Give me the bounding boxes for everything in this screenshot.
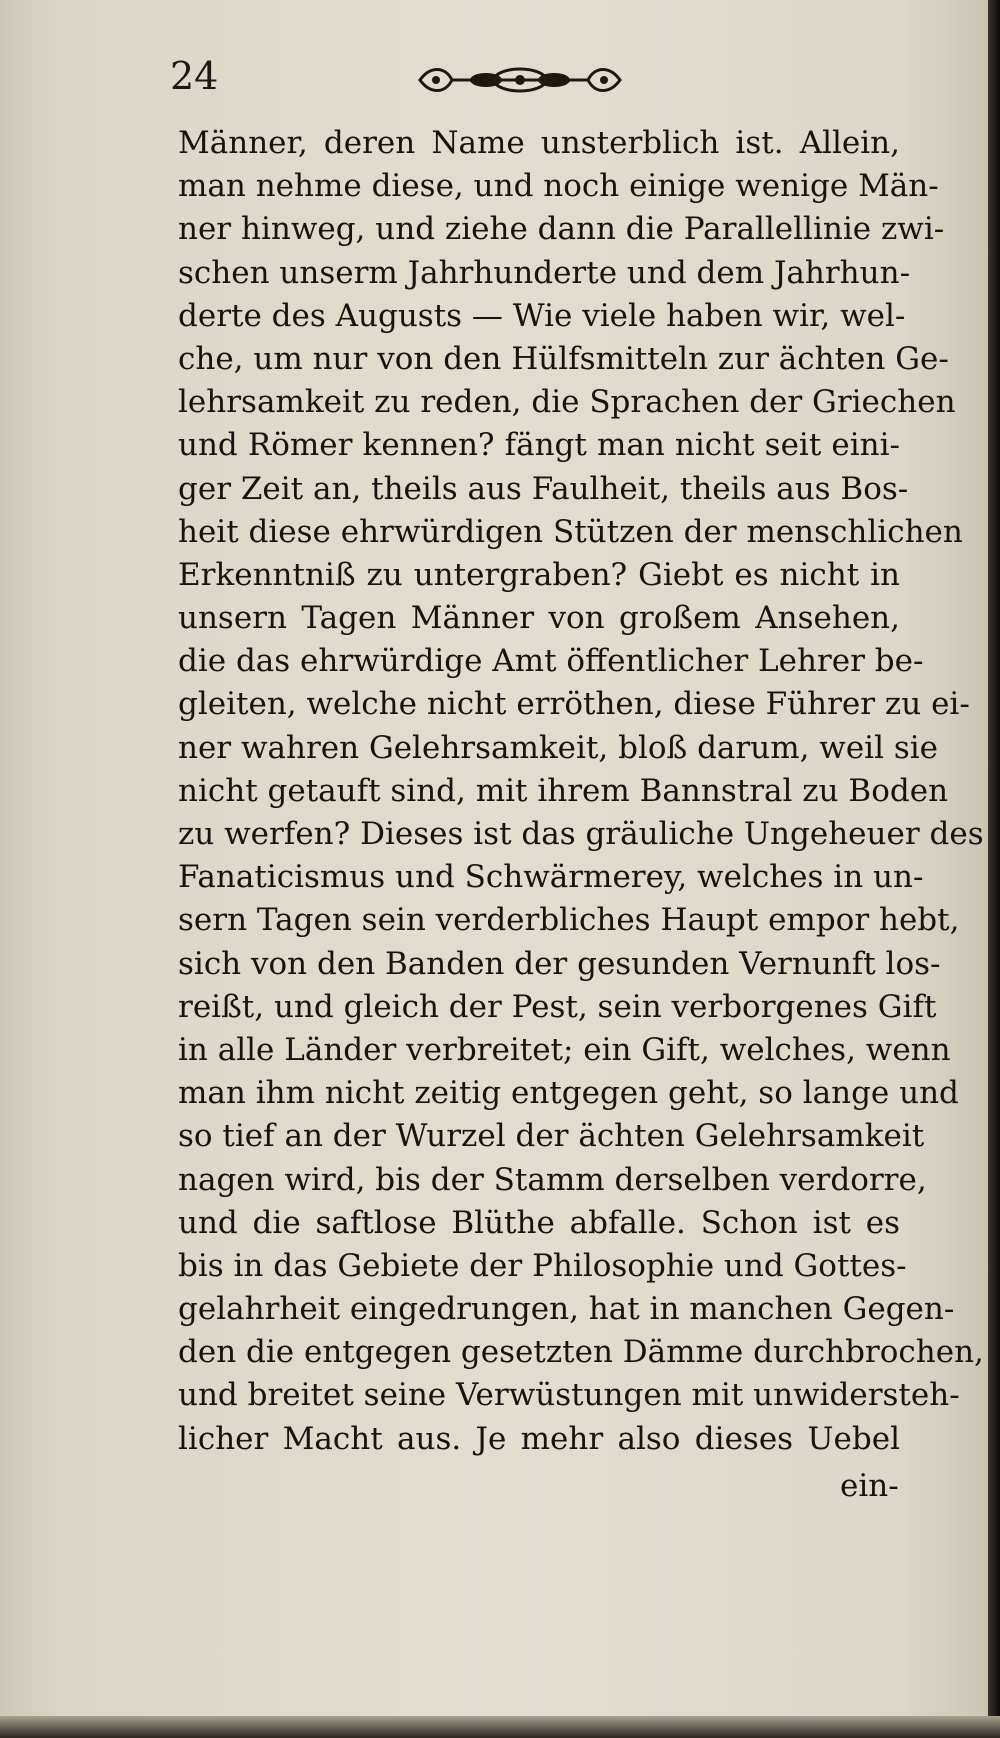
text-line: nicht getauft sind, mit ihrem Bannstral zu Boden bbox=[178, 772, 949, 809]
text-line: die das ehrwürdige Amt öffentlicher Lehrer be- bbox=[178, 643, 924, 680]
text-line: schen unserm Jahrhunderte und dem Jahrhun- bbox=[178, 254, 911, 291]
text-line: heit diese ehrwürdigen Stützen der menschlichen bbox=[178, 513, 963, 550]
text-line: Fanaticismus und Schwärmerey, welches in un- bbox=[178, 859, 924, 896]
book-bottom-shadow bbox=[0, 1716, 1000, 1738]
ornament-icon bbox=[410, 60, 630, 100]
text-line: und die saftlose Blüthe abfalle. Schon ist es bbox=[178, 1204, 900, 1241]
text-line: bis in das Gebiete der Philosophie und Gottes- bbox=[178, 1247, 907, 1284]
text-line: che, um nur von den Hülfsmitteln zur ächten Ge- bbox=[178, 340, 949, 377]
page-number: 24 bbox=[170, 54, 219, 98]
text-line: zu werfen? Dieses ist das gräuliche Ungeheuer des bbox=[178, 816, 984, 852]
text-line: in alle Länder verbreitet; ein Gift, welches, wenn bbox=[178, 1031, 951, 1068]
text-line: nagen wird, bis der Stamm derselben verdorre, bbox=[178, 1161, 927, 1198]
text-line: sich von den Banden der gesunden Vernunft los- bbox=[178, 945, 941, 982]
text-line: den die entgegen gesetzten Dämme durchbrochen, bbox=[178, 1334, 984, 1371]
text-line: licher Macht aus. Je mehr also dieses Uebel bbox=[178, 1420, 900, 1457]
book-edge-shadow bbox=[988, 0, 1000, 1738]
text-line: man nehme diese, und noch einige wenige Män- bbox=[178, 168, 939, 205]
text-line: ner hinweg, und ziehe dann die Parallellinie zwi- bbox=[178, 211, 945, 248]
text-line: so tief an der Wurzel der ächten Gelehrsamkeit bbox=[178, 1118, 925, 1155]
text-line: man ihm nicht zeitig entgegen geht, so lange und bbox=[178, 1075, 959, 1112]
text-line: Erkenntniß zu untergraben? Giebt es nicht in bbox=[178, 556, 900, 593]
text-line: ger Zeit an, theils aus Faulheit, theils aus Bos- bbox=[178, 470, 909, 507]
text-line: ner wahren Gelehrsamkeit, bloß darum, weil sie bbox=[178, 729, 939, 766]
body-text bbox=[178, 122, 984, 1461]
text-line: unsern Tagen Männer von großem Ansehen, bbox=[178, 600, 900, 637]
text-line: und breitet seine Verwüstungen mit unwidersteh- bbox=[178, 1377, 960, 1414]
text-line: reißt, und gleich der Pest, sein verborgenes Gift bbox=[178, 988, 937, 1025]
text-line: Männer, deren Name unsterblich ist. Allein, bbox=[178, 125, 900, 161]
text-line: sern Tagen sein verderbliches Haupt empor hebt, bbox=[178, 902, 960, 939]
text-line: und Römer kennen? fängt man nicht seit eini- bbox=[178, 427, 900, 464]
text-line: derte des Augusts — Wie viele haben wir, wel- bbox=[178, 297, 906, 334]
text-line: gelahrheit eingedrungen, hat in manchen Gegen- bbox=[178, 1291, 955, 1328]
text-line: lehrsamkeit zu reden, die Sprachen der Griechen bbox=[178, 384, 956, 421]
catchword: ein- bbox=[840, 1468, 899, 1504]
text-line: gleiten, welche nicht erröthen, diese Führer zu ei- bbox=[178, 686, 970, 723]
